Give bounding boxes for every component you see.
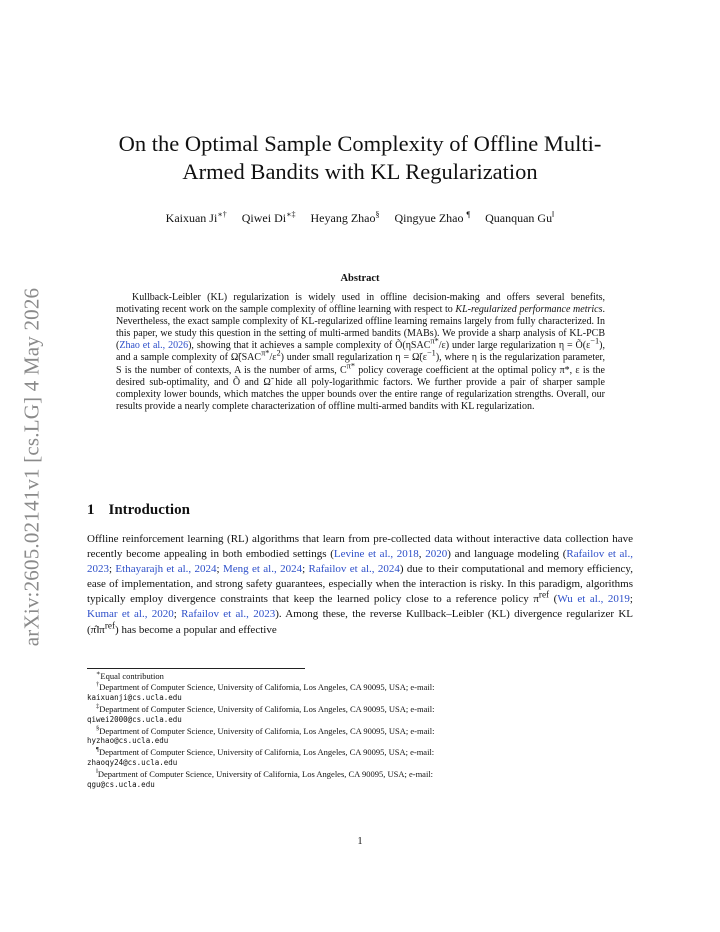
footnote-mark: † [96,681,100,689]
math-superscript: π* [261,349,270,359]
body-text: ; [629,593,633,606]
author-marks: ∗‡ [286,210,296,219]
citation-link[interactable]: Rafailov et al., 2023 [87,548,633,576]
body-text: , [418,548,426,561]
page-number: 1 [357,836,363,847]
citation-link[interactable]: 2020 [425,548,448,561]
citation-link[interactable]: Rafailov et al., 2024 [308,563,400,576]
footnote-divider [87,668,305,669]
footnote-email[interactable]: qiwei2000@cs.ucla.edu [87,714,182,724]
abstract-body [116,292,605,413]
citation-link[interactable]: Meng et al., 2024 [222,563,303,576]
author-marks: ¶ [466,210,471,219]
math-superscript: π* [430,337,439,347]
footnote-text: Department of Computer Science, University of California, Los Angeles, CA 90095, USA; e-mail: [99,703,435,714]
body-text: ; [173,608,182,621]
citation-link[interactable]: Wu et al., 2019 [557,593,630,606]
footnote-email[interactable]: kaixuanji@cs.ucla.edu [87,692,182,702]
author-name: Qiwei Di [241,211,287,225]
intro-paragraph [87,532,633,638]
body-text: ) due to their computational and memory efficiency, ease of implementation, and strong safety guarantees, especially when the interaction is risky. In this paradigm, algorithms typically employ divergence constraints that keep the learned policy close to a reference policy π [87,563,633,606]
section-heading [87,502,190,519]
abstract-emphasis: KL-regularized performance metrics [455,304,603,316]
footnote-text: Department of Computer Science, University of California, Los Angeles, CA 90095, USA; e-mail: [97,769,434,780]
math-superscript: π* [346,361,355,371]
math-superscript: ref [538,589,550,600]
citation-link[interactable]: Levine et al., 2018 [333,548,419,561]
footnote [87,747,633,758]
abstract-text: policy coverage coefficient at the optimal policy π*, ε is the desired sub-optimality, and Õ and Ω̃ hide all poly-logarithmic factors. We further provide a pair of sharper sample complexity lower bounds, which matches the upper bounds over the entire range of regularization strengths. Overall, our results provide a nearly complete characterization of offline multi-armed bandits with KL regularization. [116,364,605,412]
section-title: Introduction [108,502,190,518]
author-name: Heyang Zhao [310,211,376,225]
footnote [87,704,633,715]
footnote-text: Department of Computer Science, University of California, Los Angeles, CA 90095, USA; e-mail: [99,681,435,692]
footnote-mark: § [96,724,100,732]
author-marks: § [375,210,380,219]
author [242,211,296,225]
body-text: ; [302,563,309,576]
abstract-text: ) under small regularization η = Ω̃(ε [280,352,427,364]
body-text: ) has become a popular and effective [115,623,277,636]
title-line-1: On the Optimal Sample Complexity of Offline Multi- [118,131,602,156]
abstract-text: ), where η is the regularization parameter, S is the number of contexts, A is the number of arms, C [116,352,605,376]
footnote-mark: ‡ [96,702,100,710]
author [485,211,554,225]
body-text: ; [216,563,223,576]
body-text: ) and language modeling ( [447,548,567,561]
author-name: Quanquan Gu [485,211,553,225]
author-name: Kaixuan Ji [165,211,218,225]
author-marks: ‖ [552,210,555,219]
footnote-list [87,671,633,791]
footnote-email[interactable]: zhaoqy24@cs.ucla.edu [87,758,178,768]
section-number: 1 [87,502,95,518]
author-list [80,211,640,226]
body-text: ). Among these, the reverse Kullback–Leibler (KL) divergence regularizer KL (π̂‖π [87,608,633,636]
footnote [87,769,633,780]
abstract-text: ), showing that it achieves a sample complexity of Õ(ηSAC [188,340,431,352]
citation-link[interactable]: Ethayarajh et al., 2024 [115,563,217,576]
paper-title [80,130,640,186]
footnote [87,682,633,693]
footnote-email[interactable]: hyzhao@cs.ucla.edu [87,736,169,746]
author-name: Qingyue Zhao [394,211,464,225]
citation-link[interactable]: Rafailov et al., 2023 [181,608,276,621]
author [166,211,227,225]
footnote-mark: ∗ [96,670,101,678]
citation-link[interactable]: Kumar et al., 2020 [87,608,174,621]
footnote-mark: ¶ [96,746,99,754]
body-text: Offline reinforcement learning (RL) algorithms that learn from pre-collected data without interactive data collection have recently become appealing in both embodied settings ( [87,533,633,561]
author [395,211,471,225]
math-superscript: 2 [276,349,281,359]
footnote-text: Department of Computer Science, University of California, Los Angeles, CA 90095, USA; e-mail: [98,747,435,758]
math-superscript: −1 [426,349,436,359]
abstract-heading: Abstract [340,273,380,284]
abstract-text: ), and a sample complexity of Ω̃(SAC [116,340,606,364]
arxiv-identifier [18,262,46,672]
abstract-text: Kullback-Leibler (KL) regularization is widely used in offline decision-making and offers several benefits, motivating recent work on the sample complexity of offline learning with respect to [116,292,605,316]
body-text: ; [109,563,116,576]
author [311,211,380,225]
abstract-text: /ε) under large regularization η = Õ(ε [438,340,591,352]
footnote [87,671,633,682]
citation-link[interactable]: Zhao et al., 2026 [119,340,189,352]
footnote-mark: ‖ [96,768,98,776]
footnote [87,726,633,737]
title-line-2: Armed Bandits with KL Regularization [182,159,538,184]
math-superscript: −1 [590,337,600,347]
arxiv-identifier-text: arXiv:2605.02141v1 [cs.LG] 4 May 2026 [19,287,44,647]
footnote-text: Department of Computer Science, University of California, Los Angeles, CA 90095, USA; e-mail: [99,725,435,736]
abstract-text: /ε [269,352,277,364]
footnote-email[interactable]: qgu@cs.ucla.edu [87,780,155,790]
footnote-text: Equal contribution [100,671,164,681]
body-text: ( [549,593,558,606]
math-superscript: ref [104,619,116,630]
author-marks: ∗† [217,210,227,219]
abstract-text: . Nevertheless, the exact sample complexity of KL-regularized offline learning remains largely from fully characterized. In this paper, we study this question in the setting of multi-armed bandits (MABs). We provide a sharp analysis of KL-PCB ( [116,304,605,352]
